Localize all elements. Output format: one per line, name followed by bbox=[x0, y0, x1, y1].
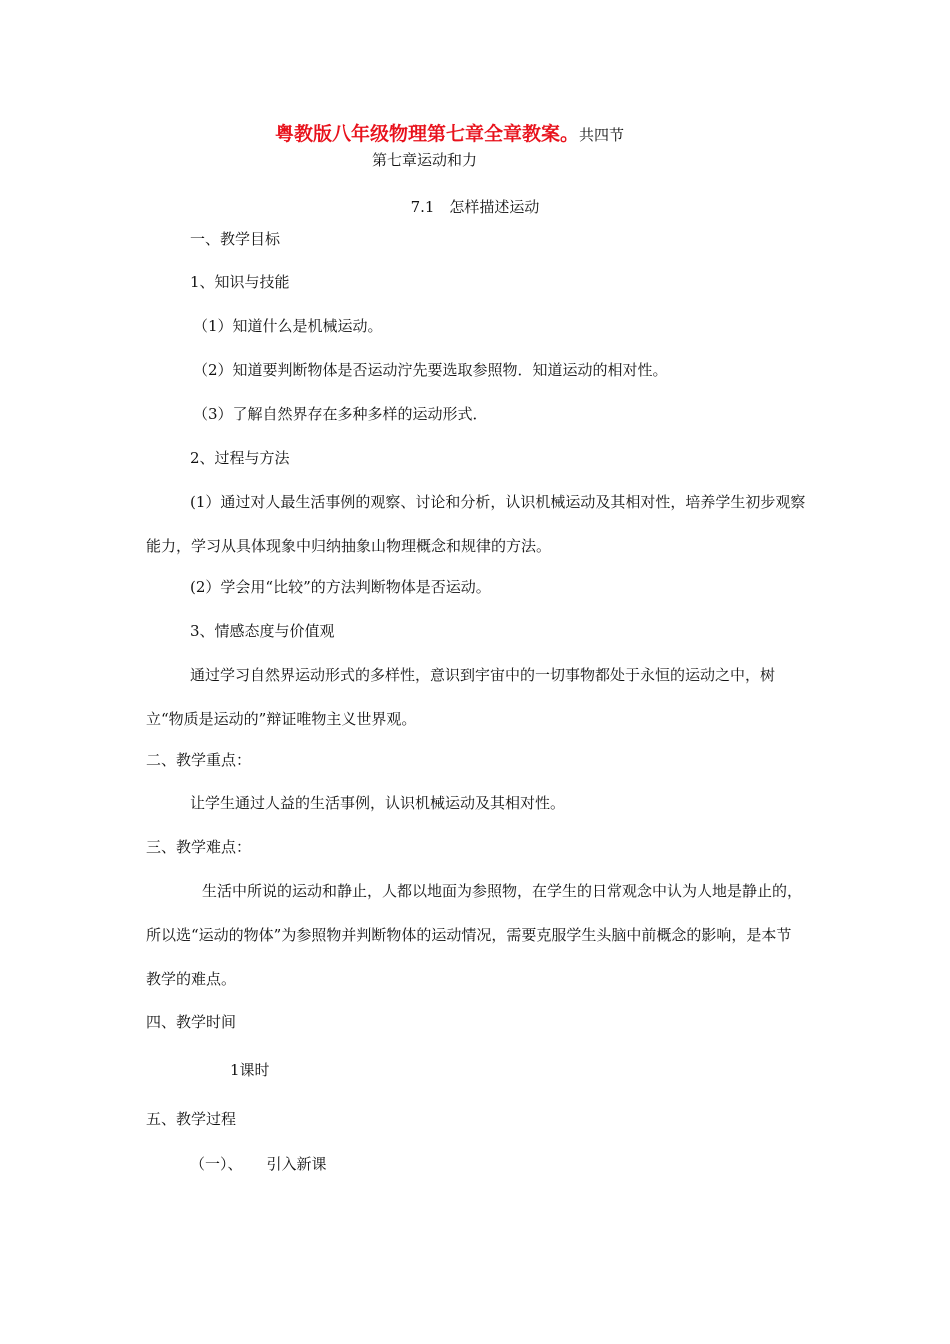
difficulties-paragraph: 生活中所说的运动和静止，人都以地面为参照物，在学生的日常观念中认为人地是静止的，所以选“运动的物体”为参照物并判断物体的运动情况，需要克服学生头脑中前概念的影响，是本节教学的难点。 bbox=[146, 882, 803, 988]
teaching-time-value: 1课时 bbox=[230, 1061, 270, 1079]
heading-teaching-time: 四、教学时间 bbox=[146, 1013, 237, 1031]
section-heading: 7.1 怎样描述运动 bbox=[410, 198, 540, 216]
subheading-process-method: 2、过程与方法 bbox=[190, 449, 290, 467]
subheading-knowledge-skills: 1、知识与技能 bbox=[190, 273, 290, 291]
title-suffix: 共四节 bbox=[579, 126, 625, 144]
goal-item-3: （3）了解自然界存在多种多样的运动形式． bbox=[193, 405, 488, 423]
key-points-text: 让学生通过人益的生活事例，认识机械运动及其相对性。 bbox=[190, 794, 566, 812]
heading-key-points: 二、教学重点： bbox=[146, 751, 252, 769]
heading-teaching-goals: 一、教学目标 bbox=[190, 230, 281, 248]
heading-teaching-process: 五、教学过程 bbox=[146, 1110, 237, 1128]
process-item-2: (2）学会用“比较”的方法判断物体是否运动。 bbox=[190, 578, 491, 596]
emotion-paragraph: 通过学习自然界运动形式的多样性，意识到宇宙中的一切事物都处于永恒的运动之中，树立“物质是运动的”辩证唯物主义世界观。 bbox=[146, 666, 776, 728]
goal-item-2: （2）知道要判断物体是否运动泞先要选取参照物．知道运动的相对性。 bbox=[193, 361, 668, 379]
title-main: 粤教版八年级物理第七章全章教案。 bbox=[275, 123, 580, 145]
subheading-emotion-values: 3、情感态度与价值观 bbox=[190, 622, 335, 640]
process-step-1-number: （一）、 bbox=[190, 1155, 243, 1173]
heading-difficulties: 三、教学难点： bbox=[146, 838, 252, 856]
goal-item-1: （1）知道什么是机械运动。 bbox=[193, 317, 383, 335]
process-item-1: (1）通过对人最生活事例的观察、讨论和分析，认识机械运动及其相对性，培养学生初步观察能力，学习从具体现象中归纳抽象山物理概念和规律的方法。 bbox=[146, 493, 806, 555]
chapter-heading: 第七章运动和力 bbox=[372, 151, 478, 169]
document-title bbox=[275, 124, 624, 145]
process-step-1-label: 引入新课 bbox=[266, 1155, 327, 1173]
process-step-1 bbox=[190, 1154, 327, 1174]
